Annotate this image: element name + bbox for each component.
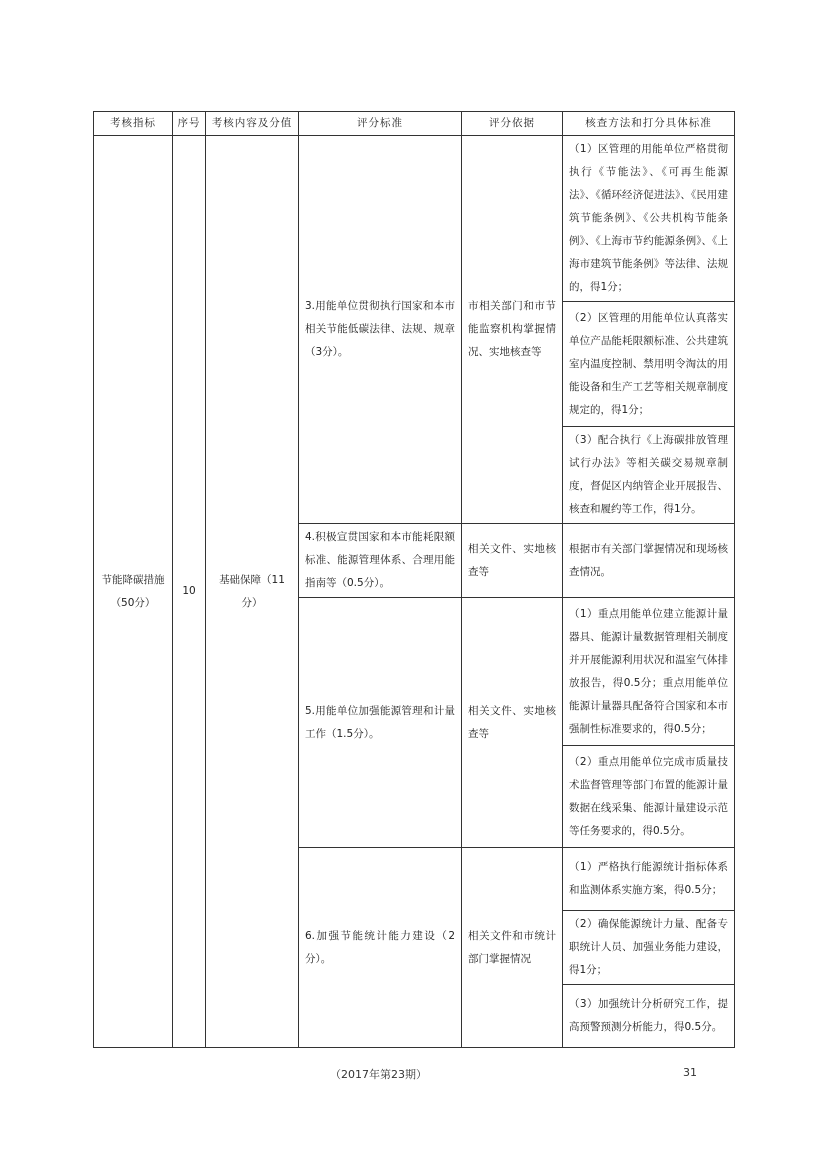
header-indicator: 考核指标 (94, 112, 173, 136)
serial-cell: 10 (173, 136, 206, 1048)
issue-label: （2017年第23期） (330, 1068, 427, 1081)
basis-cell: 相关文件、实地核查等 (462, 598, 563, 848)
method-cell: （1）严格执行能源统计指标体系和监测体系实施方案，得0.5分； (563, 848, 735, 911)
standard-cell: 3.用能单位贯彻执行国家和本市相关节能低碳法律、法规、规章（3分）。 (299, 136, 462, 524)
method-cell: （2）确保能源统计力量、配备专职统计人员、加强业务能力建设，得1分； (563, 911, 735, 985)
content-cell: 基础保障（11分） (206, 136, 299, 1048)
method-cell: （3）加强统计分析研究工作，提高预警预测分析能力，得0.5分。 (563, 985, 735, 1048)
basis-cell: 市相关部门和市节能监察机构掌握情况、实地核查等 (462, 136, 563, 524)
basis-cell: 相关文件和市统计部门掌握情况 (462, 848, 563, 1048)
basis-cell: 相关文件、实地核查等 (462, 524, 563, 598)
indicator-cell (94, 136, 173, 1048)
table-header-row (94, 112, 735, 136)
header-standard: 评分标准 (299, 112, 462, 136)
method-cell: （2）重点用能单位完成市质量技术监督管理等部门布置的能源计量数据在线采集、能源计量建设示范等任务要求的，得0.5分。 (563, 746, 735, 848)
header-basis: 评分依据 (462, 112, 563, 136)
header-content: 考核内容及分值 (206, 112, 299, 136)
method-cell: （2）区管理的用能单位认真落实单位产品能耗限额标准、公共建筑室内温度控制、禁用明令淘汰的用能设备和生产工艺等相关规章制度规定的，得1分； (563, 302, 735, 427)
indicator-name: 节能降碳措施 (101, 573, 165, 586)
standard-cell: 4.积极宣贯国家和本市能耗限额标准、能源管理体系、合理用能指南等（0.5分）。 (299, 524, 462, 598)
method-cell: （3）配合执行《上海碳排放管理试行办法》等相关碳交易规章制度，督促区内纳管企业开展报告、核查和履约等工作，得1分。 (563, 427, 735, 524)
table-row (94, 136, 735, 302)
standard-cell: 5.用能单位加强能源管理和计量工作（1.5分）。 (299, 598, 462, 848)
header-method: 核查方法和打分具体标准 (563, 112, 735, 136)
method-cell: （1）区管理的用能单位严格贯彻执行《节能法》、《可再生能源法》、《循环经济促进法》、《民用建筑节能条例》、《公共机构节能条例》、《上海市节约能源条例》、《上海市建筑节能条例》等法律、法规的，得1分； (563, 136, 735, 302)
header-serial: 序号 (173, 112, 206, 136)
indicator-score: （50分） (110, 596, 156, 609)
page-number: 31 (683, 1066, 697, 1079)
method-cell: 根据市有关部门掌握情况和现场核查情况。 (563, 524, 735, 598)
standard-cell: 6.加强节能统计能力建设（2分）。 (299, 848, 462, 1048)
method-cell: （1）重点用能单位建立能源计量器具、能源计量数据管理相关制度并开展能源利用状况和温室气体排放报告，得0.5分；重点用能单位能源计量器具配备符合国家和本市强制性标准要求的，得0.5分； (563, 598, 735, 746)
assessment-table (93, 111, 735, 1048)
